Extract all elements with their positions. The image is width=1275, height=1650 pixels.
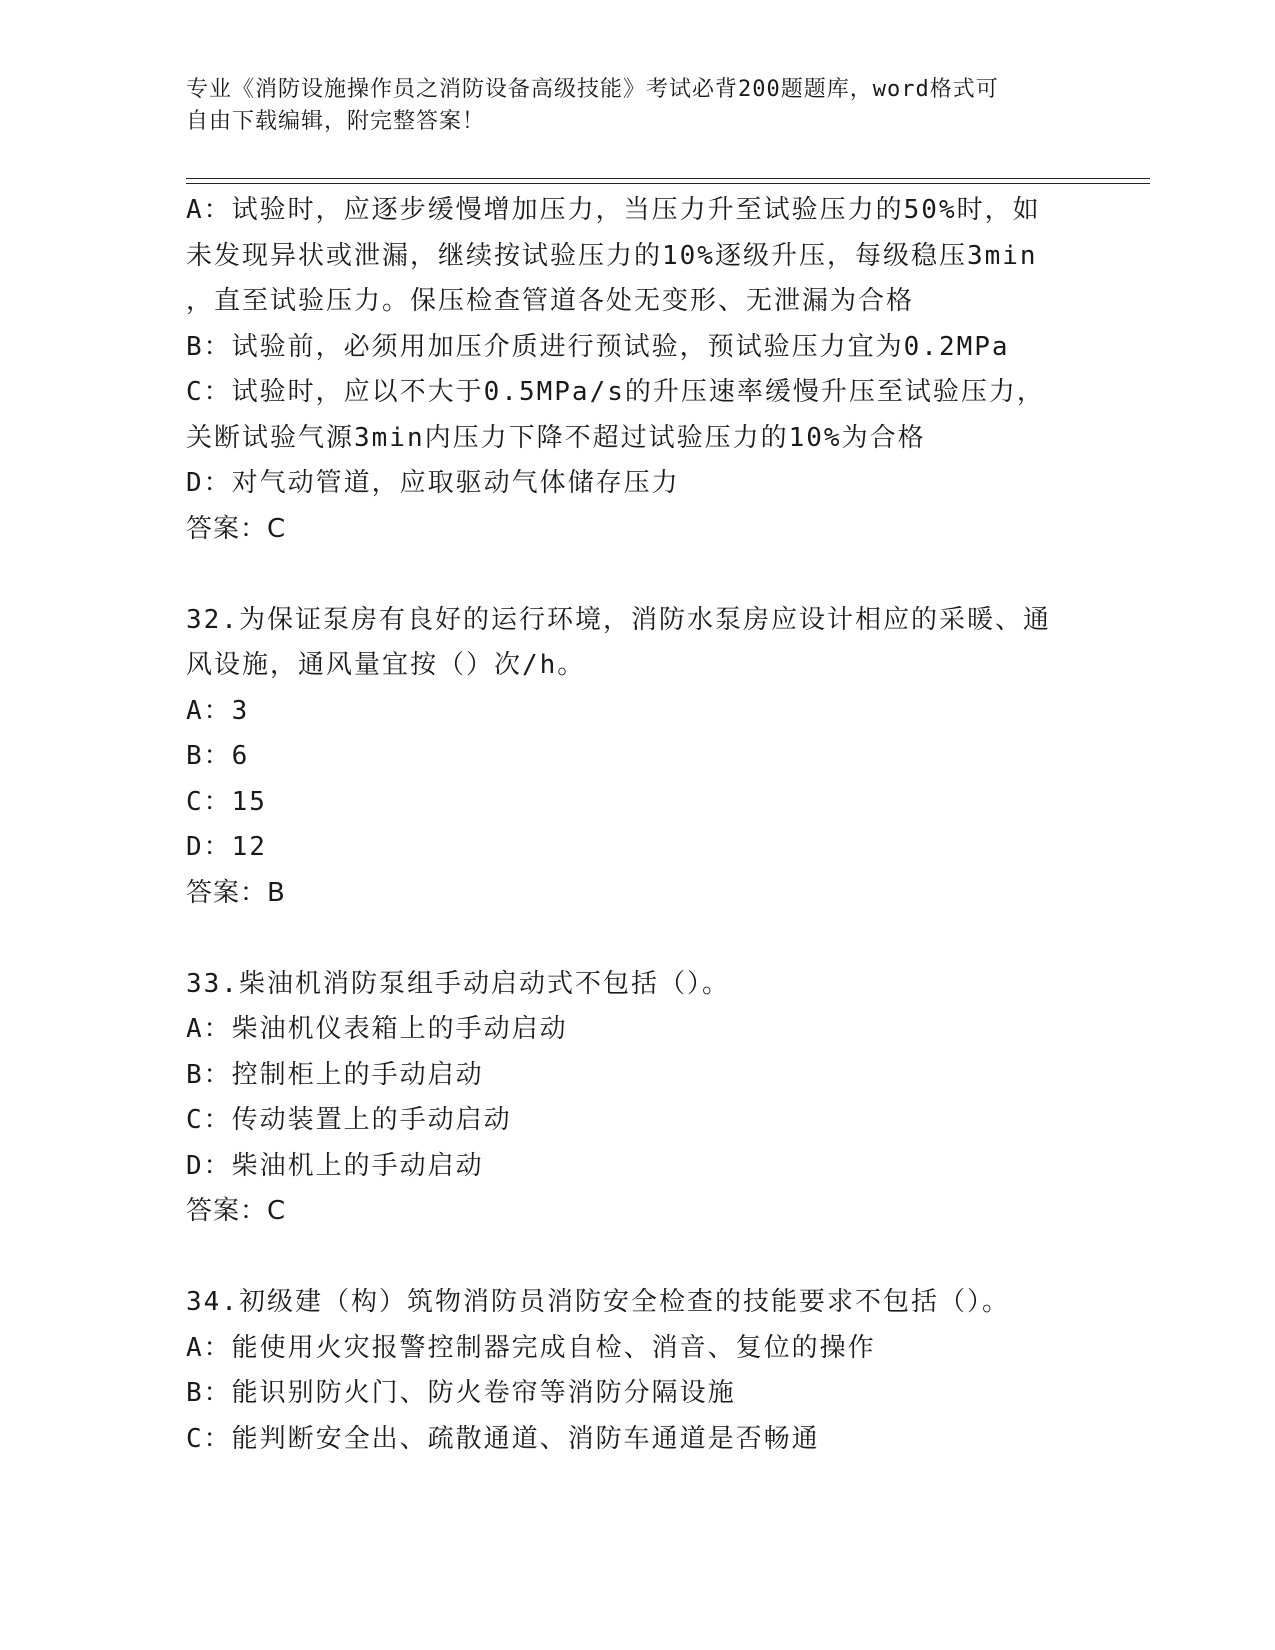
header-title-line-2: 自由下载编辑，附完整答案！ xyxy=(186,109,486,134)
option-b: B：6 xyxy=(186,741,250,771)
option-c: C：能判断安全出、疏散通道、消防车通道是否畅通 xyxy=(186,1423,820,1454)
question-stem-line-2: 风设施，通风量宜按（）次/h。 xyxy=(186,650,586,680)
option-a-line-3: ，直至试验压力。保压检查管道各处无变形、无泄漏为合格 xyxy=(186,286,915,316)
option-a: A：3 xyxy=(186,695,250,726)
question-31 xyxy=(186,188,1126,552)
question-33 xyxy=(186,962,1126,1235)
answer: 答案：C xyxy=(186,513,287,544)
spacer xyxy=(186,916,1126,962)
question-stem: 34.初级建（构）筑物消防员消防安全检查的技能要求不包括（）。 xyxy=(186,1287,1010,1317)
option-c-line-2: 关断试验气源3min内压力下降不超过试验压力的10%为合格 xyxy=(186,422,926,453)
spacer xyxy=(186,1235,1126,1281)
answer: 答案：B xyxy=(186,877,286,908)
option-a-line-2: 未发现异状或泄漏，继续按试验压力的10%逐级升压，每级稳压3min xyxy=(186,240,1038,271)
answer: 答案：C xyxy=(186,1196,287,1226)
option-c: C：15 xyxy=(186,786,267,817)
question-list xyxy=(186,188,1126,1462)
option-a: A：能使用火灾报警控制器完成自检、消音、复位的操作 xyxy=(186,1332,876,1363)
option-a-line-1: A：试验时，应逐步缓慢增加压力，当压力升至试验压力的50%时，如 xyxy=(186,195,1041,225)
option-b: B：控制柜上的手动启动 xyxy=(186,1059,484,1090)
question-34 xyxy=(186,1280,1126,1462)
option-a: A：柴油机仪表箱上的手动启动 xyxy=(186,1014,568,1044)
option-b: B：能识别防火门、防火卷帘等消防分隔设施 xyxy=(186,1378,736,1408)
document-header xyxy=(186,74,1066,138)
option-c-line-1: C：试验时，应以不大于0.5MPa/s的升压速率缓慢升压至试验压力， xyxy=(186,377,1045,407)
header-divider-top xyxy=(186,178,1150,179)
question-stem-line-1: 32.为保证泵房有良好的运行环境，消防水泵房应设计相应的采暖、通 xyxy=(186,604,1051,635)
option-d: D：柴油机上的手动启动 xyxy=(186,1150,484,1181)
option-c: C：传动装置上的手动启动 xyxy=(186,1105,512,1135)
spacer xyxy=(186,552,1126,598)
option-d: D：12 xyxy=(186,832,267,862)
option-d: D：对气动管道，应取驱动气体储存压力 xyxy=(186,468,680,498)
question-stem: 33.柴油机消防泵组手动启动式不包括（）。 xyxy=(186,968,730,999)
header-divider-bottom xyxy=(186,183,1150,184)
option-b: B：试验前，必须用加压介质进行预试验，预试验压力宜为0.2MPa xyxy=(186,331,1010,362)
question-32 xyxy=(186,598,1126,917)
header-title-line-1: 专业《消防设施操作员之消防设备高级技能》考试必背200题题库，word格式可 xyxy=(186,77,999,102)
